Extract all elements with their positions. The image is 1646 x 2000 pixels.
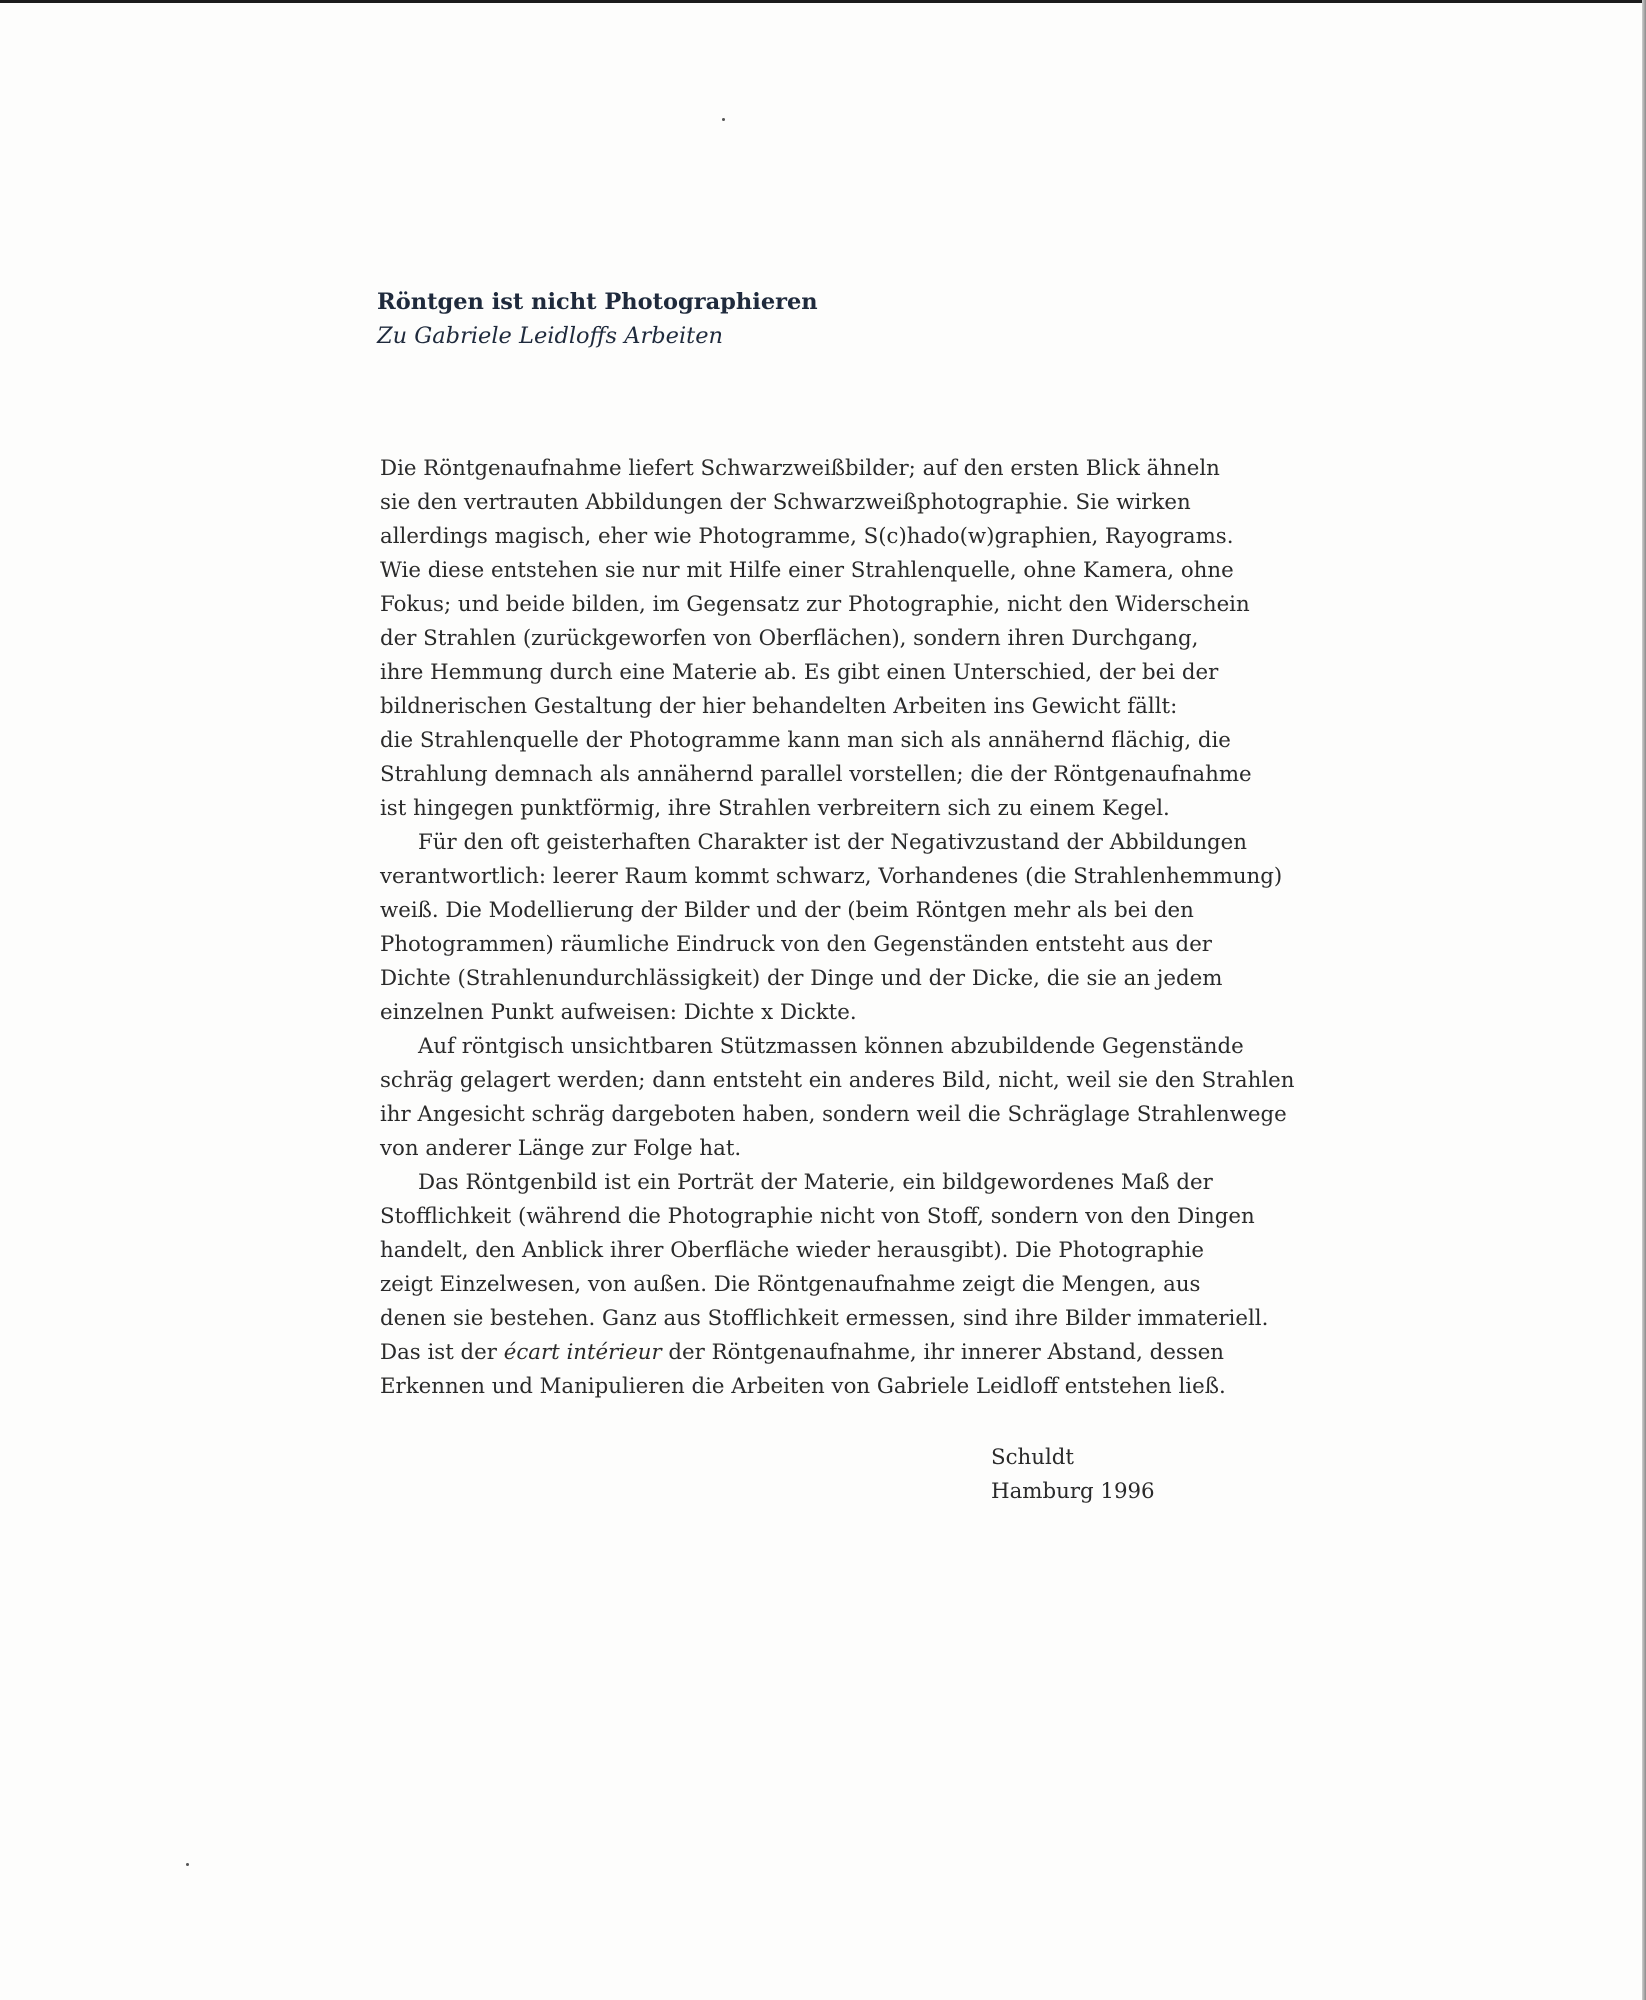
signature-place-date: Hamburg 1996 xyxy=(991,1479,1155,1504)
signature-author: Schuldt xyxy=(991,1445,1074,1470)
body-line: der Strahlen (zurückgeworfen von Oberflächen), sondern ihren Durchgang, xyxy=(380,626,1199,651)
body-line: handelt, den Anblick ihrer Oberfläche wieder herausgibt). Die Photographie xyxy=(380,1238,1204,1263)
body-line: Wie diese entstehen sie nur mit Hilfe einer Strahlenquelle, ohne Kamera, ohne xyxy=(380,558,1234,583)
body-line: Für den oft geisterhaften Charakter ist der Negativzustand der Abbildungen xyxy=(418,830,1247,855)
scan-speck xyxy=(186,1863,189,1866)
body-line-pre: Das ist der xyxy=(380,1340,504,1365)
body-line: zeigt Einzelwesen, von außen. Die Röntgenaufnahme zeigt die Mengen, aus xyxy=(380,1272,1201,1297)
body-line: ist hingegen punktförmig, ihre Strahlen verbreitern sich zu einem Kegel. xyxy=(380,796,1170,821)
body-line: Stofflichkeit (während die Photographie nicht von Stoff, sondern von den Dingen xyxy=(380,1204,1255,1229)
body-line: denen sie bestehen. Ganz aus Stofflichkeit ermessen, sind ihre Bilder immateriell. xyxy=(380,1306,1269,1331)
body-line: schräg gelagert werden; dann entsteht ein anderes Bild, nicht, weil sie den Strahlen xyxy=(380,1068,1295,1093)
body-line: Dichte (Strahlenundurchlässigkeit) der Dinge und der Dicke, die sie an jedem xyxy=(380,966,1223,991)
body-line: bildnerischen Gestaltung der hier behandelten Arbeiten ins Gewicht fällt: xyxy=(380,694,1178,719)
body-line: Strahlung demnach als annähernd parallel vorstellen; die der Röntgenaufnahme xyxy=(380,762,1252,787)
body-line: Fokus; und beide bilden, im Gegensatz zur Photographie, nicht den Widerschein xyxy=(380,592,1250,617)
article-body xyxy=(380,452,1295,1404)
body-line-emphasis: écart intérieur xyxy=(503,1340,662,1365)
signature-block xyxy=(991,1441,1155,1509)
body-line: sie den vertrauten Abbildungen der Schwarzweißphotographie. Sie wirken xyxy=(380,490,1191,515)
body-line: von anderer Länge zur Folge hat. xyxy=(380,1136,742,1161)
article-header xyxy=(377,285,1277,353)
body-line: ihre Hemmung durch eine Materie ab. Es gibt einen Unterschied, der bei der xyxy=(380,660,1219,685)
body-line: ihr Angesicht schräg dargeboten haben, sondern weil die Schräglage Strahlenwege xyxy=(380,1102,1287,1127)
body-line xyxy=(380,1336,1242,1370)
body-line: weiß. Die Modellierung der Bilder und der (beim Röntgen mehr als bei den xyxy=(380,898,1194,923)
body-line: verantwortlich: leerer Raum kommt schwarz, Vorhandenes (die Strahlenhemmung) xyxy=(380,864,1283,889)
article-subtitle: Zu Gabriele Leidloffs Arbeiten xyxy=(377,323,724,349)
body-line: Die Röntgenaufnahme liefert Schwarzweißbilder; auf den ersten Blick ähneln xyxy=(380,456,1220,481)
body-line-post: der Röntgenaufnahme, ihr innerer Abstand, dessen xyxy=(661,1340,1225,1365)
body-line: die Strahlenquelle der Photogramme kann man sich als annähernd flächig, die xyxy=(380,728,1231,753)
body-line: Das Röntgenbild ist ein Porträt der Materie, ein bildgewordenes Maß der xyxy=(418,1170,1213,1195)
body-line: Auf röntgisch unsichtbaren Stützmassen können abzubildende Gegenstände xyxy=(418,1034,1244,1059)
body-line: einzelnen Punkt aufweisen: Dichte x Dickte. xyxy=(380,1000,857,1025)
scan-speck xyxy=(722,118,725,121)
body-line: Photogrammen) räumliche Eindruck von den Gegenständen entsteht aus der xyxy=(380,932,1212,957)
scan-edge-top xyxy=(0,0,1646,3)
body-line: allerdings magisch, eher wie Photogramme, S(c)hado(w)graphien, Rayograms. xyxy=(380,524,1234,549)
article-title: Röntgen ist nicht Photographieren xyxy=(377,289,818,315)
scan-edge-right xyxy=(1642,0,1646,2000)
body-line: Erkennen und Manipulieren die Arbeiten von Gabriele Leidloff entstehen ließ. xyxy=(380,1374,1226,1399)
